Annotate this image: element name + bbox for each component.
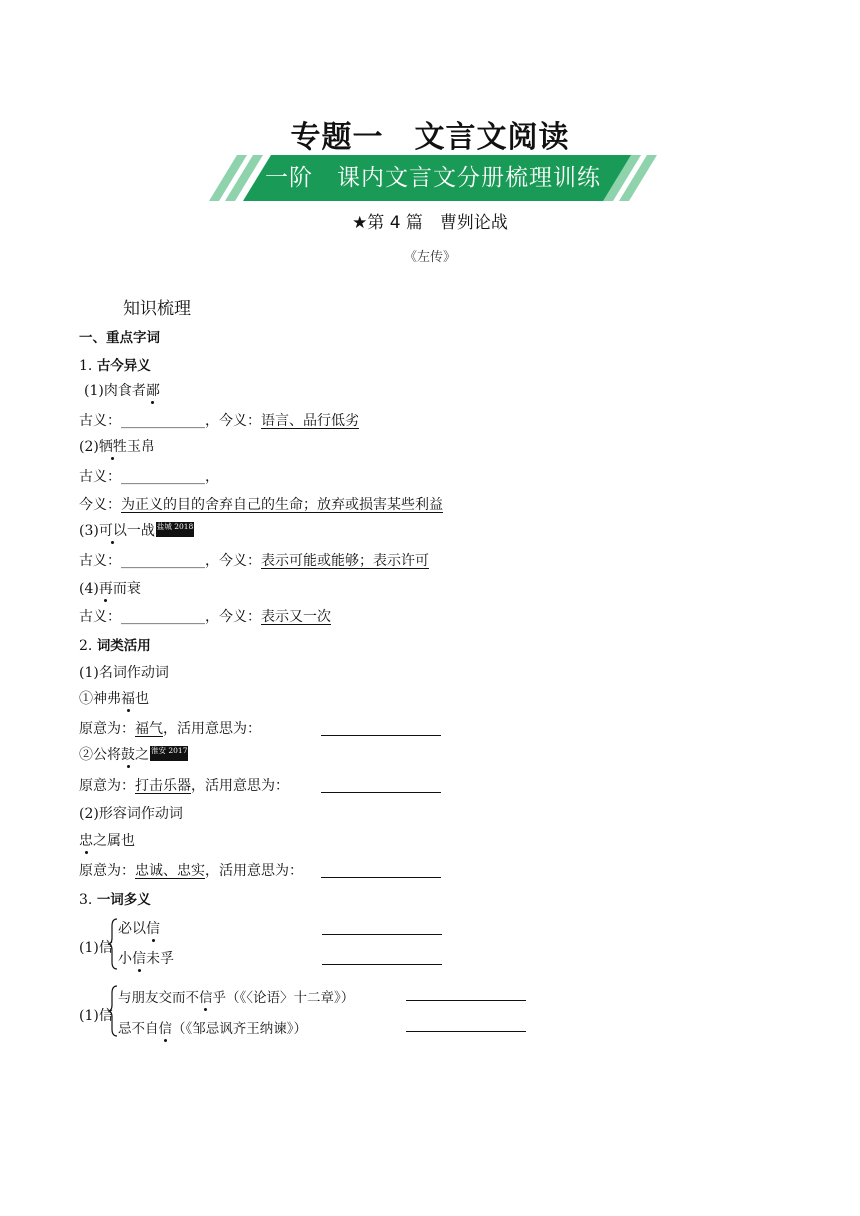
example-text: ①神弗 xyxy=(79,691,121,707)
modern-meaning: 表示又一次 xyxy=(261,609,331,625)
example-text: 忌不自 xyxy=(118,1021,159,1037)
term-text: (4) xyxy=(79,581,99,597)
sub-heading-2 xyxy=(79,634,151,654)
sub-number: 2. xyxy=(79,638,97,654)
polysemy-label: (1)信 xyxy=(79,1008,113,1024)
group-heading: (2)形容词作动词 xyxy=(79,806,183,822)
term-item xyxy=(84,380,160,400)
term-key-text: 牺牲 xyxy=(98,439,127,455)
example-text: 与朋友交而不 xyxy=(118,990,199,1006)
group-heading: (1)名词作动词 xyxy=(79,665,169,681)
term-text: (1)肉食者 xyxy=(84,383,146,399)
term-item xyxy=(79,578,141,598)
usage-prompt: 原意为： xyxy=(79,721,135,737)
answer-blank[interactable] xyxy=(322,964,442,965)
sub-title: 词类活用 xyxy=(96,638,151,654)
term-text: (2) xyxy=(79,439,99,455)
sub-title: 一词多义 xyxy=(96,892,151,908)
meaning-prompt: 古义：____________，今义： xyxy=(79,553,261,569)
meaning-prompt: 今义： xyxy=(79,497,121,513)
sub-number: 1. xyxy=(79,358,97,374)
example-text: 也 xyxy=(135,691,149,707)
example-key: 信 xyxy=(158,1021,172,1037)
answer-blank[interactable] xyxy=(321,877,441,878)
term-text: 而衰 xyxy=(112,581,141,597)
example-key: 福 xyxy=(121,691,135,707)
part-heading: 一、重点字词 xyxy=(79,330,160,346)
usage-prompt: ，活用意思为： xyxy=(205,863,303,879)
meaning-line xyxy=(79,550,429,570)
example-text: 之 xyxy=(135,747,149,763)
article-title: ★第 4 篇 曹刿论战 xyxy=(352,213,508,233)
sub-title: 古今异义 xyxy=(96,358,151,374)
sub-heading-3 xyxy=(79,888,151,908)
polysemy-example xyxy=(118,918,160,938)
example-key: 信 xyxy=(146,921,160,937)
meaning-line xyxy=(79,410,359,430)
term-item xyxy=(79,520,194,540)
exam-tag: 盐城 2018 xyxy=(156,522,194,537)
original-meaning: 打击乐器 xyxy=(135,778,191,794)
usage-prompt: ，活用意思为： xyxy=(191,778,289,794)
polysemy-example xyxy=(118,986,354,1006)
answer-blank[interactable] xyxy=(321,792,441,793)
answer-blank[interactable] xyxy=(406,1000,526,1001)
article-source: 《左传》 xyxy=(403,250,456,265)
usage-prompt: ，活用意思为： xyxy=(163,721,261,737)
modern-meaning: 表示可能或能够；表示许可 xyxy=(261,553,429,569)
original-meaning: 福气 xyxy=(135,721,163,737)
example-text: 未孚 xyxy=(146,951,174,967)
usage-line xyxy=(79,718,261,738)
example-text: 之属也 xyxy=(93,833,135,849)
example-key: 忠 xyxy=(79,833,93,849)
example-line xyxy=(79,688,149,708)
example-key: 鼓 xyxy=(121,747,135,763)
term-key: 可以 xyxy=(98,523,127,539)
usage-prompt: 原意为： xyxy=(79,778,135,794)
example-text: （《邹忌讽齐王纳谏》） xyxy=(172,1021,307,1037)
polysemy-label: (1)信 xyxy=(79,940,113,956)
answer-blank[interactable] xyxy=(406,1031,526,1032)
modern-meaning: 语言、品行低劣 xyxy=(261,413,359,429)
usage-line xyxy=(79,860,303,880)
example-line xyxy=(79,830,135,850)
example-key: 信 xyxy=(199,990,213,1006)
banner-title: 一阶 课内文言文分册梳理训练 xyxy=(265,165,601,191)
answer-blank[interactable] xyxy=(322,934,442,935)
example-text: ②公将 xyxy=(79,747,121,763)
original-meaning: 忠诚、忠实 xyxy=(135,863,205,879)
term-text: 一战 xyxy=(126,523,155,539)
meaning-line xyxy=(79,606,331,626)
term-item xyxy=(79,436,155,456)
meaning-prompt: 古义：____________，今义： xyxy=(79,609,261,625)
section-heading: 知识梳理 xyxy=(123,299,191,319)
term-key xyxy=(99,439,127,455)
term-key: 鄙 xyxy=(145,383,160,399)
brace-icon xyxy=(108,985,118,1037)
sub-number: 3. xyxy=(79,892,97,908)
usage-line xyxy=(79,775,289,795)
exam-tag: 淮安 2017 xyxy=(150,746,188,761)
example-line xyxy=(79,744,188,764)
example-key: 信 xyxy=(132,951,146,967)
example-text: 乎（《〈论语〉十二章》） xyxy=(212,990,355,1006)
page-title: 专题一 文言文阅读 xyxy=(290,120,570,155)
term-text: (3) xyxy=(79,523,99,539)
polysemy-example xyxy=(118,1017,307,1037)
polysemy-example xyxy=(118,948,174,968)
brace-icon xyxy=(108,918,118,970)
modern-meaning: 为正义的目的舍弃自己的生命；放弃或损害某些利益 xyxy=(121,497,443,513)
sub-heading-1 xyxy=(79,354,151,374)
meaning-line xyxy=(79,494,443,514)
usage-prompt: 原意为： xyxy=(79,863,135,879)
meaning-line: 古义：____________， xyxy=(79,469,219,485)
term-text: 玉帛 xyxy=(126,439,155,455)
meaning-prompt: 古义：____________，今义： xyxy=(79,413,261,429)
example-text: 小 xyxy=(118,951,132,967)
chapter-banner xyxy=(207,155,659,201)
answer-blank[interactable] xyxy=(321,735,441,736)
example-text: 必以 xyxy=(118,921,146,937)
term-key: 再 xyxy=(98,581,113,597)
